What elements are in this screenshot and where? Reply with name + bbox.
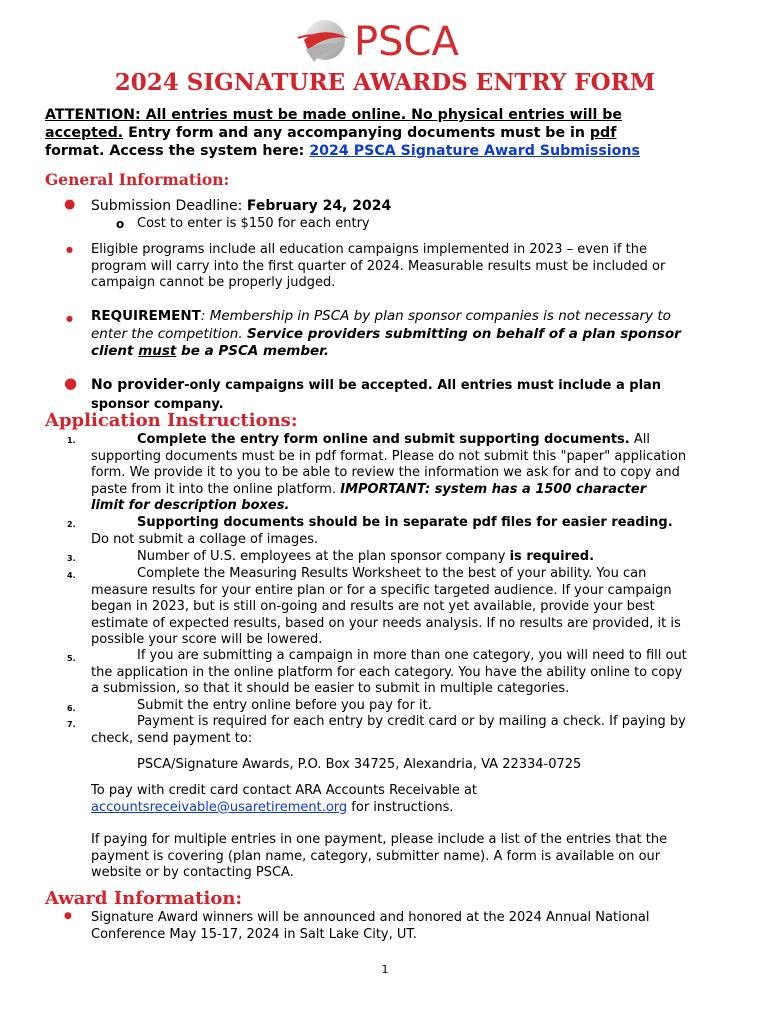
instruction-3 bbox=[91, 549, 741, 566]
instruction-3-text: Number of U.S. employees at the plan sponsor company bbox=[137, 549, 510, 564]
attention-accepted: accepted. bbox=[45, 125, 124, 141]
application-heading: Application Instructions: bbox=[45, 410, 298, 431]
instruction-5-text: If you are submitting a campaign in more than one category, you will need to fill out bbox=[137, 648, 687, 663]
bullet-dot-icon: ● bbox=[66, 245, 73, 254]
deadline-date: February 24, 2024 bbox=[246, 198, 392, 214]
instruction-6 bbox=[91, 698, 741, 715]
instruction-2-text: Do not submit a collage of images. bbox=[91, 531, 319, 547]
list-number: 2. bbox=[67, 520, 76, 529]
bullet-dot-icon: ● bbox=[64, 911, 72, 921]
requirement-bold-text: Service providers submitting on behalf of a plan sponsor bbox=[246, 325, 681, 342]
instruction-4 bbox=[91, 566, 741, 649]
list-number: 7. bbox=[67, 720, 76, 729]
award-text: Signature Award winners will be announced and honored at the 2024 Annual National bbox=[91, 910, 650, 925]
instruction-4-text: Complete the Measuring Results Worksheet to the best of your ability. You can bbox=[137, 566, 647, 581]
instruction-1-important: limit for description boxes. bbox=[91, 498, 290, 513]
instruction-2 bbox=[91, 515, 741, 548]
attention-line2: Entry form and any accompanying documents must be in bbox=[123, 125, 590, 141]
instruction-1-text: All bbox=[629, 432, 650, 447]
attention-line1: ATTENTION: All entries must be made online. No physical entries will be bbox=[45, 107, 623, 123]
instruction-1-important: IMPORTANT: system has a 1500 character bbox=[340, 481, 647, 497]
accounts-email-link[interactable]: accountsreceivable@usaretirement.org bbox=[91, 799, 348, 815]
eligible-paragraph bbox=[91, 242, 665, 292]
requirement-text: enter the competition. bbox=[91, 325, 247, 342]
deadline-label: Submission Deadline: bbox=[91, 198, 247, 214]
mailing-address: PSCA/Signature Awards, P.O. Box 34725, Alexandria, VA 22334-0725 bbox=[137, 757, 582, 772]
instruction-5 bbox=[91, 648, 741, 698]
list-number: 5. bbox=[67, 654, 76, 663]
requirement-text: : Membership in PSCA by plan sponsor companies is not necessary to bbox=[200, 308, 671, 324]
page-title: 2024 SIGNATURE AWARDS ENTRY FORM bbox=[114, 69, 656, 96]
requirement-bold-text: be a PSCA member. bbox=[176, 343, 330, 359]
eligible-line: campaign cannot be properly judged. bbox=[91, 275, 336, 290]
instruction-1 bbox=[91, 432, 741, 515]
list-number: 4. bbox=[67, 571, 76, 580]
requirement-bold-text: client bbox=[91, 343, 139, 359]
award-heading: Award Information: bbox=[45, 888, 243, 909]
credit-card-text: for instructions. bbox=[347, 799, 454, 815]
bullet-dot-icon: ● bbox=[64, 197, 76, 212]
credit-card-text: To pay with credit card contact ARA Accounts Receivable at bbox=[91, 783, 478, 798]
deadline-line bbox=[91, 197, 391, 215]
logo-wordmark: PSCA bbox=[354, 19, 459, 65]
instruction-5-text: a submission, so that it should be easier to submit in multiple categories. bbox=[91, 681, 570, 696]
no-provider-paragraph bbox=[91, 375, 661, 413]
cost-line: Cost to enter is $150 for each entry bbox=[137, 216, 370, 231]
no-provider-lead: No provider bbox=[91, 377, 185, 393]
instruction-7 bbox=[91, 714, 741, 747]
instruction-1-bold: Complete the entry form online and submit supporting documents. bbox=[137, 432, 630, 447]
instruction-7-text: Payment is required for each entry by credit card or by mailing a check. If paying by bbox=[137, 714, 686, 729]
instruction-1-text: form. We provide it to you to be able to review the information we ask for and to copy and bbox=[91, 465, 680, 480]
attention-line3: format. Access the system here: bbox=[45, 143, 310, 159]
instruction-4-text: began in 2023, but is still on-going and results are not yet available, provide your best bbox=[91, 599, 655, 614]
credit-card-info bbox=[91, 783, 741, 816]
instruction-3-bold: is required. bbox=[509, 549, 595, 564]
general-heading: General Information: bbox=[45, 170, 230, 189]
award-paragraph bbox=[91, 910, 741, 943]
requirement-paragraph bbox=[91, 308, 741, 361]
eligible-line: program will carry into the first quarter of 2024. Measurable results must be included or bbox=[91, 258, 666, 274]
multiple-entries-info bbox=[91, 832, 741, 882]
instruction-4-text: measure results for your entire plan or for a specific targeted audience. If your campaign bbox=[91, 582, 672, 598]
bullet-dot-icon: ● bbox=[64, 374, 78, 392]
page-number: 1 bbox=[381, 963, 389, 976]
attention-pdf: pdf bbox=[589, 125, 617, 141]
instruction-4-text: estimate of expected results, based on your needs analysis. If no results are provided, it is bbox=[91, 615, 681, 631]
requirement-label: REQUIREMENT bbox=[91, 308, 201, 324]
no-provider-text: sponsor company. bbox=[91, 397, 224, 412]
sub-bullet-icon: o bbox=[116, 217, 125, 231]
list-number: 3. bbox=[67, 554, 76, 563]
multiple-entries-text: If paying for multiple entries in one payment, please include a list of the entries that the bbox=[91, 832, 668, 847]
instruction-2-bold: Supporting documents should be in separate pdf files for easier reading. bbox=[137, 515, 673, 530]
requirement-must: must bbox=[138, 343, 177, 359]
instruction-6-text: Submit the entry online before you pay for it. bbox=[137, 698, 432, 713]
eligible-line: Eligible programs include all education campaigns implemented in 2023 – even if the bbox=[91, 242, 647, 257]
bullet-dot-icon: ● bbox=[66, 314, 73, 323]
list-number: 1. bbox=[67, 436, 76, 445]
submissions-link[interactable]: 2024 PSCA Signature Award Submissions bbox=[309, 143, 640, 159]
instruction-1-text: supporting documents must be in pdf format. Please do not submit this "paper" application bbox=[91, 448, 687, 464]
instruction-5-text: the application in the online platform for each category. You have the ability online to copy bbox=[91, 664, 683, 680]
attention-notice bbox=[45, 106, 735, 160]
instruction-1-text: paste from it into the online platform. bbox=[91, 481, 341, 497]
award-text: Conference May 15-17, 2024 in Salt Lake City, UT. bbox=[91, 926, 417, 942]
no-provider-text: -only campaigns will be accepted. All entries must include a plan bbox=[184, 378, 662, 393]
multiple-entries-text: website or by contacting PSCA. bbox=[91, 865, 294, 880]
instruction-4-text: possible your score will be lowered. bbox=[91, 632, 323, 647]
multiple-entries-text: payment is covering (plan name, category, submitter name). A form is available on our bbox=[91, 848, 661, 864]
instruction-7-text: check, send payment to: bbox=[91, 730, 253, 746]
list-number: 6. bbox=[67, 704, 76, 713]
